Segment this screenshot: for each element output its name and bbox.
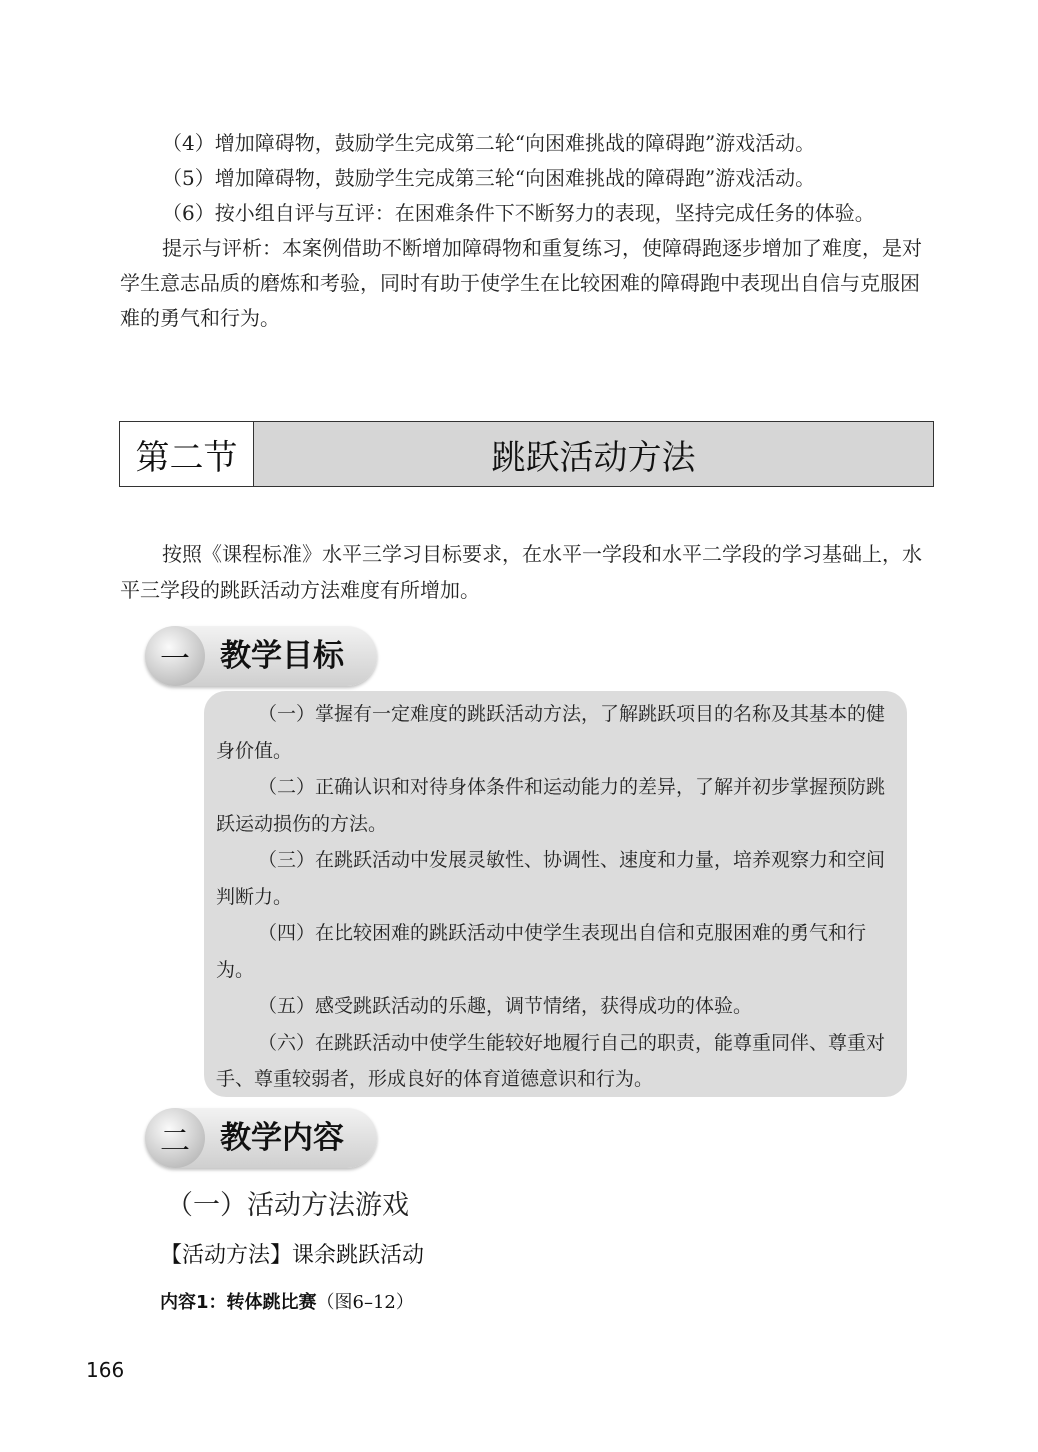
- goal-item: （三）在跳跃活动中发展灵敏性、协调性、速度和力量，培养观察力和空间判断力。: [216, 849, 886, 908]
- section-number: 第二节: [120, 422, 254, 486]
- heading-title: 教学内容: [220, 1120, 344, 1156]
- goal-item: （二）正确认识和对待身体条件和运动能力的差异，了解并初步掌握预防跳跃运动损伤的方法。: [216, 776, 886, 835]
- intro-item-6: （6）按小组自评与互评：在困难条件下不断努力的表现，坚持完成任务的体验。: [162, 201, 875, 225]
- sub-heading: （一）活动方法游戏: [166, 1190, 409, 1221]
- tip-paragraph: 提示与评析：本案例借助不断增加障碍物和重复练习，使障碍跑逐步增加了难度，是对学生意志品质的磨炼和考验，同时有助于使学生在比较困难的障碍跑中表现出自信与克服困难的勇气和行为。: [120, 236, 922, 330]
- heading-title: 教学目标: [220, 638, 344, 674]
- intro-item-5: （5）增加障碍物，鼓励学生完成第三轮“向困难挑战的障碍跑”游戏活动。: [162, 166, 816, 190]
- goal-item: （四）在比较困难的跳跃活动中使学生表现出自信和克服困难的勇气和行为。: [216, 922, 867, 981]
- heading-number-circle: 一: [145, 626, 205, 686]
- goal-item: （六）在跳跃活动中使学生能较好地履行自己的职责，能尊重同伴、尊重对手、尊重较弱者，形成良好的体育道德意识和行为。: [216, 1031, 886, 1090]
- heading-teaching-goals: [145, 626, 377, 686]
- goal-item: （一）掌握有一定难度的跳跃活动方法，了解跳跃项目的名称及其基本的健身价值。: [216, 703, 886, 762]
- section-intro: 按照《课程标准》水平三学习目标要求，在水平一学段和水平二学段的学习基础上，水平三学段的跳跃活动方法难度有所增加。: [120, 542, 922, 602]
- content-label: 内容1：转体跳比赛: [160, 1292, 317, 1313]
- goals-box: [204, 691, 907, 1097]
- section-header: [119, 421, 934, 487]
- activity-method-label: 【活动方法】课余跳跃活动: [160, 1243, 425, 1268]
- figure-reference: （图6–12）: [316, 1292, 414, 1313]
- goal-item: （五）感受跳跃活动的乐趣，调节情绪，获得成功的体验。: [258, 995, 753, 1017]
- intro-item-4: （4）增加障碍物，鼓励学生完成第二轮“向困难挑战的障碍跑”游戏活动。: [162, 131, 816, 155]
- heading-teaching-content: [145, 1108, 377, 1168]
- page-number: 166: [86, 1358, 125, 1382]
- section-title: 跳跃活动方法: [254, 422, 933, 486]
- content-line: [160, 1288, 414, 1314]
- heading-number-circle: 二: [145, 1108, 205, 1168]
